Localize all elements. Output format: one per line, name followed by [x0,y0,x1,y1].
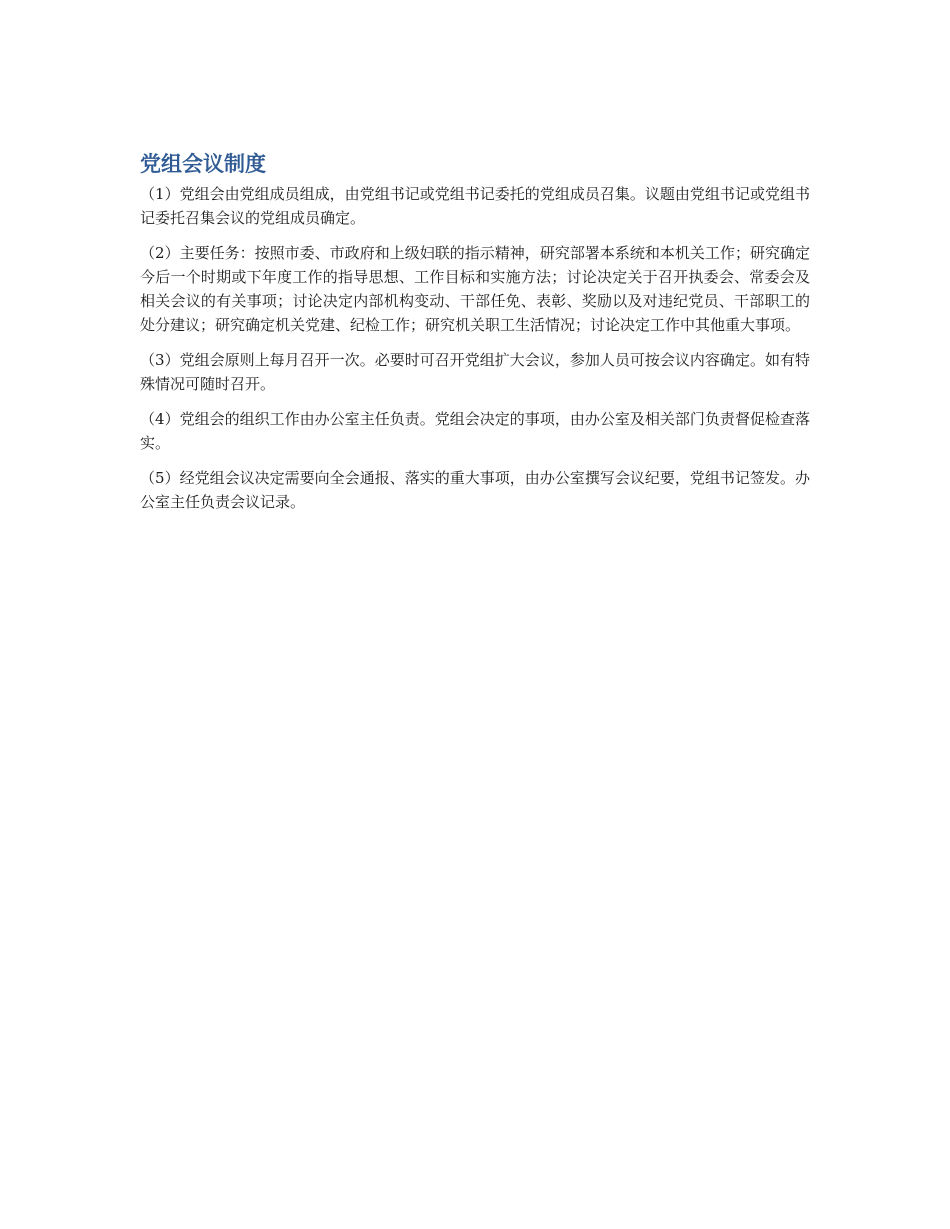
document-title: 党组会议制度 [140,152,266,176]
paragraph-5: （5）经党组会议决定需要向全会通报、落实的重大事项，由办公室撰写会议纪要，党组书记签发。办公室主任负责会议记录。 [140,469,810,511]
paragraph-1: （1）党组会由党组成员组成，由党组书记或党组书记委托的党组成员召集。议题由党组书记或党组书记委托召集会议的党组成员确定。 [140,185,810,227]
paragraph-4: （4）党组会的组织工作由办公室主任负责。党组会决定的事项，由办公室及相关部门负责督促检查落实。 [140,410,810,452]
paragraph-2: （2）主要任务：按照市委、市政府和上级妇联的指示精神，研究部署本系统和本机关工作；研究确定今后一个时期或下年度工作的指导思想、工作目标和实施方法；讨论决定关于召开执委会、常委会及相关会议的有关事项；讨论决定内部机构变动、干部任免、表彰、奖励以及对违纪党员、干部职工的处分建议；研究确定机关党建、纪检工作；研究机关职工生活情况；讨论决定工作中其他重大事项。 [140,244,810,334]
document-body [140,150,810,525]
paragraph-3: （3）党组会原则上每月召开一次。必要时可召开党组扩大会议，参加人员可按会议内容确定。如有特殊情况可随时召开。 [140,351,810,393]
